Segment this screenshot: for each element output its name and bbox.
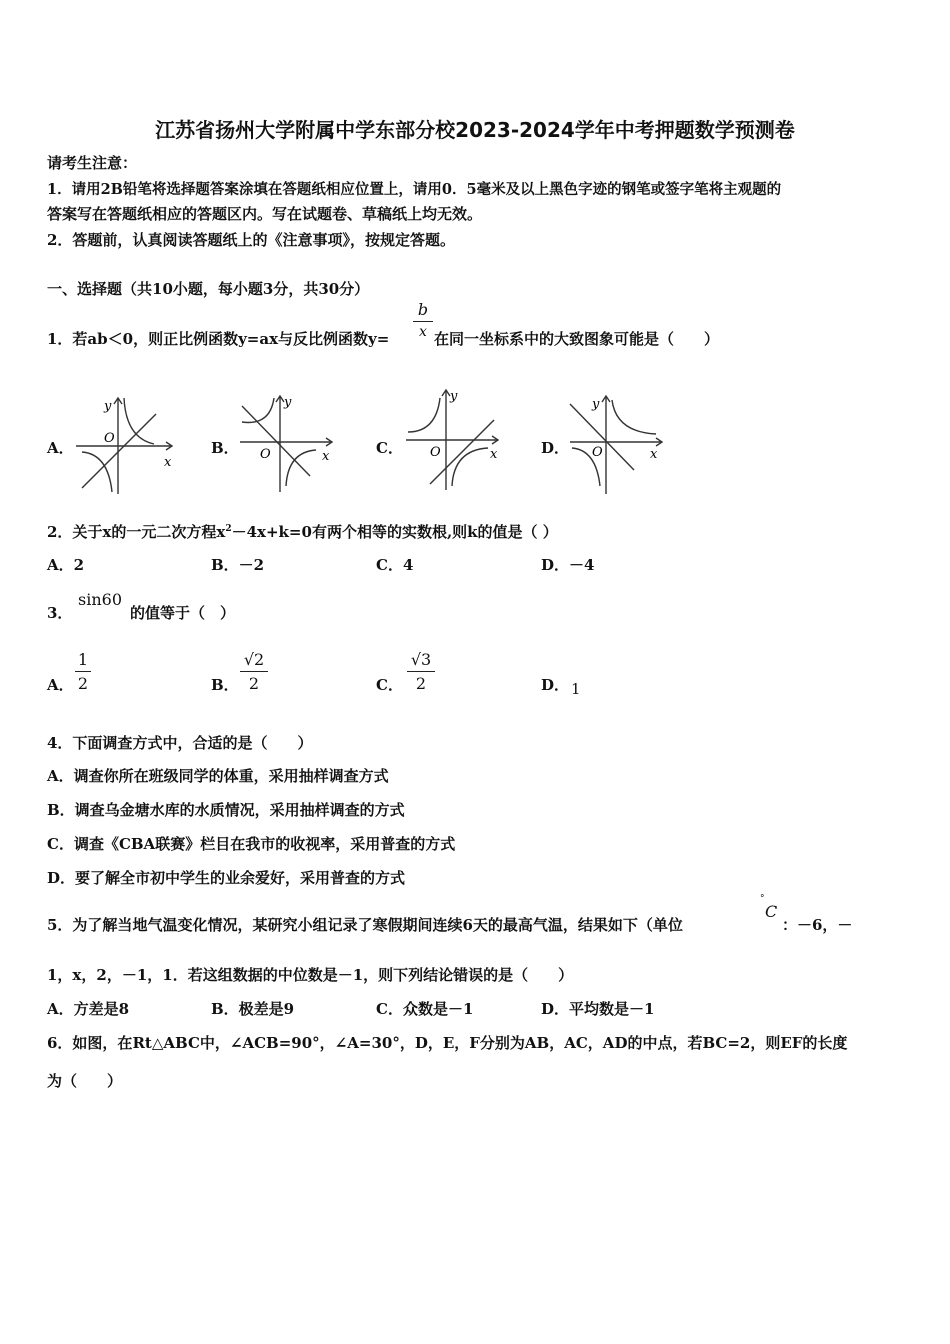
q3-number: 3． <box>47 604 73 622</box>
notice-line-2: 2．答题前，认真阅读答题纸上的《注意事项》，按规定答题。 <box>47 231 455 249</box>
page-title: 江苏省扬州大学附属中学东部分校2023-2024学年中考押题数学预测卷 <box>155 118 795 142</box>
q2-option-d: D．－4 <box>541 556 595 574</box>
graph-d-linear-line <box>570 404 634 470</box>
q5-option-c: C．众数是－1 <box>376 1000 474 1018</box>
q2-sup: 2 <box>225 524 232 534</box>
q5-stem-a: 5．为了解当地气温变化情况，某研究小组记录了寒假期间连续6天的最高气温，结果如下（单位 <box>47 916 683 934</box>
graph-c-origin: O <box>430 445 441 460</box>
graph-a-origin: O <box>104 431 115 446</box>
q3-option-d-value: 1 <box>571 680 581 698</box>
q5-degree: ° <box>760 894 765 904</box>
notice-line-1b: 答案写在答题纸相应的答题区内。写在试题卷、草稿纸上均无效。 <box>47 205 483 223</box>
q3-option-a-frac <box>75 650 91 693</box>
q3-b-den: 2 <box>248 674 260 693</box>
notice-heading: 请考生注意： <box>47 154 138 172</box>
q3-option-c-frac <box>407 650 435 693</box>
graph-c-x-label: x <box>490 447 498 462</box>
q3-label-b: B． <box>211 676 239 694</box>
q2-option-a: A．2 <box>47 556 85 574</box>
q5-option-a: A．方差是8 <box>47 1000 130 1018</box>
graph-d <box>566 392 676 498</box>
graph-a-y-label: y <box>104 399 112 414</box>
q1-frac-num: b <box>417 300 429 319</box>
graph-b-x-label: x <box>322 449 330 464</box>
graph-d-x-label: x <box>650 447 658 462</box>
q3-label-a: A． <box>47 676 74 694</box>
graph-a-x-label: x <box>164 455 172 470</box>
q5-option-b: B．极差是9 <box>211 1000 295 1018</box>
graph-b <box>236 392 346 498</box>
q3-label-d: D． <box>541 676 570 694</box>
q2-stem-b: －4x+k=0有两个相等的实数根,则k的值是（ ） <box>231 523 558 541</box>
q3-option-b-frac <box>240 650 268 693</box>
q3-stem: 的值等于（ ） <box>130 604 236 622</box>
q4-option-d: D．要了解全市初中学生的业余爱好，采用普查的方式 <box>47 869 406 887</box>
q3-a-den: 2 <box>77 674 89 693</box>
q1-label-b: B． <box>211 439 239 457</box>
graph-b-y-label: y <box>284 395 292 410</box>
q4-option-b: B．调查乌金塘水库的水质情况，采用抽样调查的方式 <box>47 801 405 819</box>
q6-line-2: 为（ ） <box>47 1072 123 1090</box>
q1-label-c: C． <box>376 439 403 457</box>
q3-label-c: C． <box>376 676 403 694</box>
q1-stem-b: 在同一坐标系中的大致图象可能是（ ） <box>434 330 720 348</box>
q4-option-a: A．调查你所在班级同学的体重，采用抽样调查方式 <box>47 767 389 785</box>
graph-a-linear-line <box>82 414 156 488</box>
graph-a-hyperbola-lower <box>82 452 112 492</box>
graph-c-hyperbola-lower <box>452 448 488 486</box>
graph-c <box>402 386 512 494</box>
q3-b-num: √2 <box>243 650 265 669</box>
q3-expression: sin60 <box>78 590 122 609</box>
graph-b-linear-line <box>242 406 310 476</box>
q3-a-num: 1 <box>77 650 89 669</box>
q3-c-den: 2 <box>415 674 427 693</box>
q1-label-a: A． <box>47 439 74 457</box>
q6-line-1: 6．如图，在Rt△ABC中，∠ACB=90°，∠A=30°，D，E，F分别为AB，AC，AD的中点，若BC=2，则EF的长度 <box>47 1034 848 1052</box>
q2-option-c: C．4 <box>376 556 414 574</box>
graph-c-hyperbola-upper <box>408 398 440 432</box>
q4-option-c: C．调查《CBA联赛》栏目在我市的收视率，采用普查的方式 <box>47 835 456 853</box>
q5-line-2: 1，x，2，－1，1．若这组数据的中位数是－1，则下列结论错误的是（ ） <box>47 966 574 984</box>
graph-d-hyperbola-upper <box>612 400 656 434</box>
q5-option-d: D．平均数是－1 <box>541 1000 655 1018</box>
graph-b-origin: O <box>260 447 271 462</box>
q5-unit: C <box>765 902 778 921</box>
q2-option-b: B．－2 <box>211 556 265 574</box>
q1-fraction <box>413 300 433 340</box>
q4-stem: 4．下面调查方式中，合适的是（ ） <box>47 734 313 752</box>
notice-line-1: 1．请用2B铅笔将选择题答案涂填在答题纸相应位置上，请用0．5毫米及以上黑色字迹的钢笔或签字笔将主观题的 <box>47 181 782 198</box>
graph-c-y-label: y <box>450 389 458 404</box>
q2-stem <box>47 521 558 542</box>
graph-d-origin: O <box>592 445 603 460</box>
q5-stem-b: ：－6，－ <box>782 916 853 934</box>
q2-stem-a: 2．关于x的一元二次方程x <box>47 523 226 541</box>
q1-label-d: D． <box>541 439 570 457</box>
graph-d-y-label: y <box>592 397 600 412</box>
q1-stem-a: 1．若ab＜0，则正比例函数y=ax与反比例函数y= <box>47 330 390 348</box>
q1-frac-den: x <box>419 324 427 340</box>
q3-c-num: √3 <box>410 650 432 669</box>
section-heading: 一、选择题（共10小题，每小题3分，共30分） <box>47 280 370 298</box>
graph-a <box>72 392 182 498</box>
